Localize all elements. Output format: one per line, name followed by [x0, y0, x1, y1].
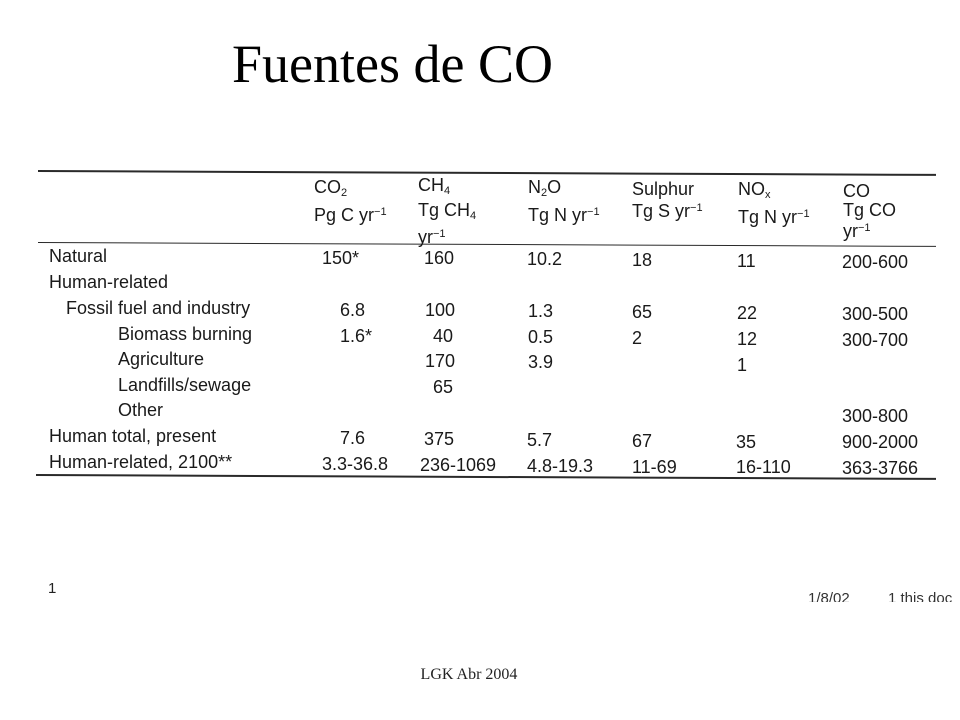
row-label-human-2100: Human-related, 2100** [49, 452, 233, 472]
scan-page-number: 1 [48, 580, 57, 597]
table-cell: 22 [737, 303, 758, 323]
table-cell: 300-800 [842, 406, 909, 426]
table-cell: 200-600 [842, 252, 909, 272]
table-cell: 65 [632, 302, 653, 322]
row-label-fossil-fuel: Fossil fuel and industry [66, 298, 251, 318]
table-cell: 65 [433, 377, 454, 397]
table-cell: 3.3-36.8 [322, 454, 389, 474]
table-cell: 900-2000 [842, 432, 919, 452]
table-cell: 170 [425, 351, 456, 371]
table-cell: 7.6 [340, 428, 366, 448]
row-label-landfills: Landfills/sewage [118, 375, 252, 395]
table-cell: 16-110 [736, 457, 791, 477]
table-cell: 300-500 [842, 304, 909, 324]
table-cell: 100 [425, 300, 456, 320]
row-label-biomass-burning: Biomass burning [118, 324, 253, 344]
table-cell: 40 [433, 326, 454, 346]
slide-footer: LGK Abr 2004 [420, 666, 518, 683]
table-cell: 160 [424, 248, 455, 268]
table-cell: 1 [737, 355, 748, 375]
column-header-nox: $NO_x$ Tg N $yr^{-1}$ [738, 179, 810, 227]
table-cell: 6.8 [340, 300, 366, 320]
table-cell: 4.8-19.3 [527, 456, 594, 476]
scan-date-fragment: 1/8/02 [808, 590, 850, 602]
table-cell: 11 [737, 251, 756, 271]
table-cell: 35 [736, 432, 757, 452]
row-label-agriculture: Agriculture [118, 349, 205, 369]
table-header-rule [38, 242, 936, 247]
column-header-sulphur: Sulphur Tg S $yr^{-1}$ [632, 179, 703, 221]
column-header-co: CO Tg CO $yr^{-1}$ [843, 181, 897, 241]
column-header-co2: $CO_2$ Pg C $yr^{-1}$ [314, 177, 387, 225]
table-cell: 1.6* [340, 326, 373, 346]
table-cell: 300-700 [842, 330, 909, 350]
row-label-other: Other [118, 400, 164, 420]
table-cell: 0.5 [528, 327, 554, 347]
row-label-natural: Natural [49, 246, 108, 266]
emissions-table [0, 158, 960, 503]
table-cell: 1.3 [528, 301, 554, 321]
row-label-human-related: Human-related [49, 272, 169, 292]
table-cell: 150* [322, 248, 360, 268]
table-cell: 363-3766 [842, 458, 919, 478]
column-header-n2o: $N_2O$ Tg N $yr^{-1}$ [528, 177, 600, 225]
table-top-rule [38, 170, 936, 176]
table-cell: 12 [737, 329, 758, 349]
table-cell: 11-69 [632, 457, 677, 477]
table-cell: 375 [424, 429, 455, 449]
table-cell: 2 [632, 328, 643, 348]
slide-title: Fuentes de CO [232, 34, 553, 94]
scan-doc-fragment: 1 this doc [888, 590, 953, 602]
table-cell: 236-1069 [420, 455, 497, 475]
table-cell: 10.2 [527, 249, 563, 269]
table-cell: 67 [632, 431, 653, 451]
table-cell: 3.9 [528, 352, 554, 372]
row-label-human-total: Human total, present [49, 426, 217, 446]
column-header-ch4: $CH_4$ Tg $CH_4$ $yr^{-1}$ [418, 175, 477, 247]
table-cell: 18 [632, 250, 653, 270]
table-cell: 5.7 [527, 430, 553, 450]
